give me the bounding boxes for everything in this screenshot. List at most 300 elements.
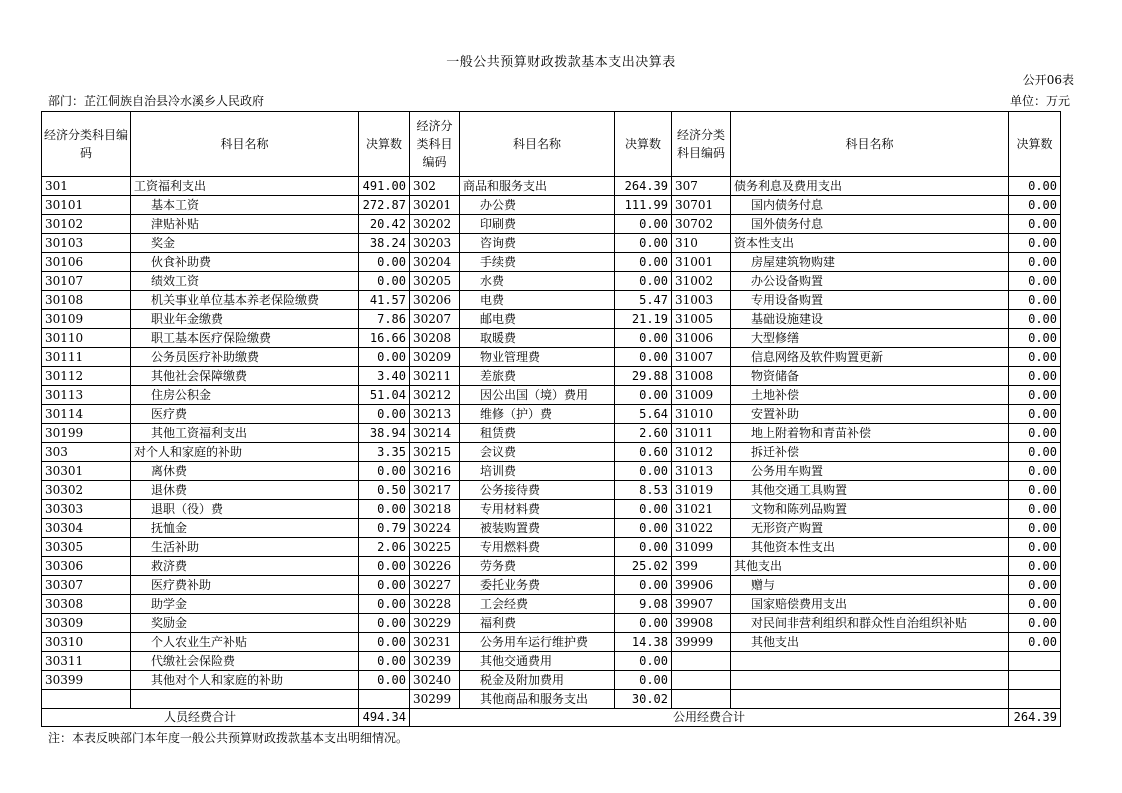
amount-cell: 0.00 [615,576,672,595]
econ-code-cell: 30107 [42,272,131,291]
subject-name-cell: 债务利息及费用支出 [731,177,1009,196]
amount-cell: 0.00 [1009,462,1061,481]
header-subject-name-3: 科目名称 [731,112,1009,177]
table-row [42,329,1061,348]
subject-name-cell: 其他交通费用 [460,652,615,671]
econ-code-cell: 30304 [42,519,131,538]
amount-cell: 0.00 [1009,291,1061,310]
table-row [42,386,1061,405]
econ-code-cell: 30205 [410,272,460,291]
subject-name-cell: 其他对个人和家庭的补助 [131,671,359,690]
header-econ-code-3: 经济分类科目编码 [672,112,731,177]
report-title: 一般公共预算财政拨款基本支出决算表 [446,55,676,70]
econ-code-cell: 39907 [672,595,731,614]
econ-code-cell: 30204 [410,253,460,272]
amount-cell: 0.00 [1009,177,1061,196]
amount-cell: 14.38 [615,633,672,652]
amount-cell: 8.53 [615,481,672,500]
subject-name-cell: 救济费 [131,557,359,576]
subject-name-cell: 专用燃料费 [460,538,615,557]
subject-name-cell: 其他支出 [731,557,1009,576]
amount-cell: 0.00 [359,253,410,272]
subject-name-cell: 公务员医疗补助缴费 [131,348,359,367]
amount-cell [1009,671,1061,690]
amount-cell: 0.60 [615,443,672,462]
amount-cell: 0.00 [1009,405,1061,424]
amount-cell: 0.00 [1009,519,1061,538]
table-row [42,576,1061,595]
amount-cell: 30.02 [615,690,672,709]
amount-cell: 0.00 [1009,633,1061,652]
table-row [42,595,1061,614]
econ-code-cell: 31010 [672,405,731,424]
table-row [42,671,1061,690]
subject-name-cell: 国内债务付息 [731,196,1009,215]
amount-cell: 2.06 [359,538,410,557]
table-row [42,538,1061,557]
amount-cell [359,690,410,709]
amount-cell: 0.00 [615,348,672,367]
econ-code-cell: 39908 [672,614,731,633]
econ-code-cell: 30229 [410,614,460,633]
subject-name-cell: 委托业务费 [460,576,615,595]
subject-name-cell: 退休费 [131,481,359,500]
subject-name-cell: 资本性支出 [731,234,1009,253]
subject-name-cell: 办公设备购置 [731,272,1009,291]
amount-cell: 0.00 [1009,614,1061,633]
table-row [42,633,1061,652]
econ-code-cell: 30239 [410,652,460,671]
subject-name-cell: 办公费 [460,196,615,215]
econ-code-cell: 30301 [42,462,131,481]
amount-cell: 5.47 [615,291,672,310]
table-row [42,462,1061,481]
subject-name-cell: 对民间非营利组织和群众性自治组织补贴 [731,614,1009,633]
table-row [42,614,1061,633]
econ-code-cell: 31009 [672,386,731,405]
econ-code-cell: 31002 [672,272,731,291]
amount-cell: 0.00 [359,348,410,367]
subject-name-cell: 取暖费 [460,329,615,348]
amount-cell: 0.79 [359,519,410,538]
econ-code-cell: 30701 [672,196,731,215]
personnel-total-label: 人员经费合计 [42,709,359,727]
econ-code-cell: 31022 [672,519,731,538]
econ-code-cell: 30207 [410,310,460,329]
table-code: 公开06表 [1022,73,1074,87]
table-row [42,177,1061,196]
unit-label: 单位：万元 [1009,94,1070,108]
econ-code-cell: 30103 [42,234,131,253]
econ-code-cell: 30215 [410,443,460,462]
econ-code-cell: 30218 [410,500,460,519]
subject-name-cell: 水费 [460,272,615,291]
subject-name-cell: 手续费 [460,253,615,272]
econ-code-cell: 30217 [410,481,460,500]
amount-cell: 0.00 [615,234,672,253]
table-row [42,424,1061,443]
amount-cell: 0.00 [359,405,410,424]
econ-code-cell: 30399 [42,671,131,690]
subject-name-cell: 绩效工资 [131,272,359,291]
subject-name-cell: 差旅费 [460,367,615,386]
amount-cell: 0.00 [1009,595,1061,614]
econ-code-cell: 30225 [410,538,460,557]
amount-cell: 0.00 [1009,253,1061,272]
public-total-label: 公用经费合计 [410,709,1009,727]
subject-name-cell: 公务用车购置 [731,462,1009,481]
econ-code-cell [672,652,731,671]
econ-code-cell: 31007 [672,348,731,367]
subject-name-cell: 租赁费 [460,424,615,443]
amount-cell: 41.57 [359,291,410,310]
amount-cell: 0.00 [615,614,672,633]
econ-code-cell: 31012 [672,443,731,462]
econ-code-cell: 30201 [410,196,460,215]
econ-code-cell: 31013 [672,462,731,481]
amount-cell: 0.00 [1009,386,1061,405]
econ-code-cell: 30213 [410,405,460,424]
header-econ-code-2: 经济分类科目编码 [410,112,460,177]
econ-code-cell: 30310 [42,633,131,652]
table-row [42,234,1061,253]
expenditure-table [41,111,1061,727]
subject-name-cell: 医疗费补助 [131,576,359,595]
subject-name-cell: 伙食补助费 [131,253,359,272]
amount-cell: 5.64 [615,405,672,424]
table-body [42,177,1061,709]
econ-code-cell: 30114 [42,405,131,424]
amount-cell: 491.00 [359,177,410,196]
econ-code-cell: 31005 [672,310,731,329]
amount-cell: 0.00 [1009,443,1061,462]
econ-code-cell: 30227 [410,576,460,595]
amount-cell: 0.50 [359,481,410,500]
amount-cell: 0.00 [359,652,410,671]
amount-cell: 16.66 [359,329,410,348]
econ-code-cell: 30211 [410,367,460,386]
subject-name-cell: 基础设施建设 [731,310,1009,329]
econ-code-cell: 30203 [410,234,460,253]
amount-cell: 51.04 [359,386,410,405]
subject-name-cell: 电费 [460,291,615,310]
personnel-total-amount: 494.34 [359,709,410,727]
header-amount-2: 决算数 [615,112,672,177]
econ-code-cell [672,690,731,709]
subject-name-cell: 个人农业生产补贴 [131,633,359,652]
amount-cell: 272.87 [359,196,410,215]
amount-cell: 0.00 [615,272,672,291]
subject-name-cell: 税金及附加费用 [460,671,615,690]
subject-name-cell: 津贴补贴 [131,215,359,234]
amount-cell: 9.08 [615,595,672,614]
amount-cell: 0.00 [615,500,672,519]
econ-code-cell: 30228 [410,595,460,614]
subject-name-cell: 其他社会保障缴费 [131,367,359,386]
table-row [42,690,1061,709]
subject-name-cell: 赠与 [731,576,1009,595]
econ-code-cell: 30303 [42,500,131,519]
subject-name-cell: 文物和陈列品购置 [731,500,1009,519]
amount-cell: 0.00 [615,671,672,690]
subject-name-cell [731,671,1009,690]
econ-code-cell: 30112 [42,367,131,386]
econ-code-cell: 30302 [42,481,131,500]
amount-cell: 0.00 [1009,272,1061,291]
header-econ-code-1: 经济分类科目编码 [42,112,131,177]
amount-cell: 0.00 [359,500,410,519]
amount-cell: 0.00 [359,595,410,614]
subject-name-cell: 公务用车运行维护费 [460,633,615,652]
subject-name-cell: 机关事业单位基本养老保险缴费 [131,291,359,310]
amount-cell: 0.00 [1009,329,1061,348]
econ-code-cell: 302 [410,177,460,196]
table-row [42,272,1061,291]
econ-code-cell: 30209 [410,348,460,367]
subject-name-cell: 生活补助 [131,538,359,557]
subject-name-cell: 国外债务付息 [731,215,1009,234]
table-row [42,652,1061,671]
subject-name-cell: 无形资产购置 [731,519,1009,538]
subject-name-cell: 物业管理费 [460,348,615,367]
econ-code-cell: 30311 [42,652,131,671]
econ-code-cell: 30226 [410,557,460,576]
subject-name-cell: 其他商品和服务支出 [460,690,615,709]
table-row [42,481,1061,500]
amount-cell: 0.00 [615,462,672,481]
amount-cell: 0.00 [359,462,410,481]
amount-cell: 0.00 [615,329,672,348]
table-row [42,291,1061,310]
amount-cell: 0.00 [1009,348,1061,367]
econ-code-cell: 30199 [42,424,131,443]
subject-name-cell [131,690,359,709]
amount-cell: 0.00 [359,272,410,291]
department-label: 部门：芷江侗族自治县冷水溪乡人民政府 [48,94,265,108]
amount-cell: 264.39 [615,177,672,196]
subject-name-cell: 代缴社会保险费 [131,652,359,671]
econ-code-cell: 30206 [410,291,460,310]
amount-cell: 3.40 [359,367,410,386]
amount-cell: 0.00 [1009,196,1061,215]
econ-code-cell: 30108 [42,291,131,310]
subject-name-cell: 维修（护）费 [460,405,615,424]
header-subject-name-2: 科目名称 [460,112,615,177]
header-subject-name-1: 科目名称 [131,112,359,177]
subject-name-cell: 职工基本医疗保险缴费 [131,329,359,348]
subject-name-cell: 工会经费 [460,595,615,614]
econ-code-cell: 31011 [672,424,731,443]
amount-cell: 0.00 [1009,538,1061,557]
amount-cell: 0.00 [1009,234,1061,253]
amount-cell: 20.42 [359,215,410,234]
amount-cell: 0.00 [359,614,410,633]
amount-cell: 0.00 [1009,215,1061,234]
amount-cell: 0.00 [615,253,672,272]
econ-code-cell: 30109 [42,310,131,329]
econ-code-cell [42,690,131,709]
subject-name-cell: 房屋建筑物购建 [731,253,1009,272]
amount-cell: 0.00 [615,215,672,234]
econ-code-cell: 30110 [42,329,131,348]
subject-name-cell: 抚恤金 [131,519,359,538]
subject-name-cell: 住房公积金 [131,386,359,405]
subject-name-cell: 信息网络及软件购置更新 [731,348,1009,367]
amount-cell: 0.00 [615,652,672,671]
subject-name-cell: 咨询费 [460,234,615,253]
amount-cell: 7.86 [359,310,410,329]
table-row [42,500,1061,519]
table-row [42,443,1061,462]
subject-name-cell: 奖金 [131,234,359,253]
table-row [42,519,1061,538]
subject-name-cell: 其他支出 [731,633,1009,652]
amount-cell: 0.00 [1009,500,1061,519]
subject-name-cell: 被装购置费 [460,519,615,538]
econ-code-cell: 30216 [410,462,460,481]
econ-code-cell: 30702 [672,215,731,234]
econ-code-cell: 303 [42,443,131,462]
econ-code-cell: 30214 [410,424,460,443]
amount-cell: 0.00 [359,576,410,595]
amount-cell: 29.88 [615,367,672,386]
subject-name-cell: 福利费 [460,614,615,633]
econ-code-cell: 31008 [672,367,731,386]
header-amount-1: 决算数 [359,112,410,177]
subject-name-cell: 离休费 [131,462,359,481]
econ-code-cell: 39999 [672,633,731,652]
amount-cell: 3.35 [359,443,410,462]
econ-code-cell: 30113 [42,386,131,405]
amount-cell: 0.00 [359,671,410,690]
amount-cell: 0.00 [359,633,410,652]
econ-code-cell: 30102 [42,215,131,234]
econ-code-cell: 30208 [410,329,460,348]
amount-cell [1009,652,1061,671]
table-row [42,215,1061,234]
amount-cell: 0.00 [615,519,672,538]
amount-cell: 2.60 [615,424,672,443]
header-amount-3: 决算数 [1009,112,1061,177]
econ-code-cell: 31001 [672,253,731,272]
amount-cell: 0.00 [615,386,672,405]
subject-name-cell: 奖励金 [131,614,359,633]
subject-name-cell: 职业年金缴费 [131,310,359,329]
subject-name-cell: 基本工资 [131,196,359,215]
amount-cell: 0.00 [1009,367,1061,386]
table-row [42,196,1061,215]
amount-cell: 0.00 [1009,576,1061,595]
econ-code-cell: 399 [672,557,731,576]
subject-name-cell [731,690,1009,709]
table-row [42,253,1061,272]
table-row [42,405,1061,424]
subject-name-cell: 退职（役）费 [131,500,359,519]
subject-name-cell: 邮电费 [460,310,615,329]
subject-name-cell: 印刷费 [460,215,615,234]
econ-code-cell: 30299 [410,690,460,709]
amount-cell: 0.00 [1009,481,1061,500]
subject-name-cell: 培训费 [460,462,615,481]
econ-code-cell: 30224 [410,519,460,538]
amount-cell: 0.00 [1009,310,1061,329]
subject-name-cell: 其他交通工具购置 [731,481,1009,500]
subject-name-cell: 物资储备 [731,367,1009,386]
amount-cell: 25.02 [615,557,672,576]
subject-name-cell: 因公出国（境）费用 [460,386,615,405]
econ-code-cell: 301 [42,177,131,196]
subject-name-cell: 对个人和家庭的补助 [131,443,359,462]
totals-row [42,709,1061,727]
econ-code-cell: 30106 [42,253,131,272]
amount-cell: 111.99 [615,196,672,215]
table-row [42,557,1061,576]
econ-code-cell: 30308 [42,595,131,614]
table-row [42,348,1061,367]
econ-code-cell: 30307 [42,576,131,595]
econ-code-cell: 30305 [42,538,131,557]
subject-name-cell [731,652,1009,671]
econ-code-cell: 30111 [42,348,131,367]
econ-code-cell: 30231 [410,633,460,652]
econ-code-cell: 30212 [410,386,460,405]
econ-code-cell: 307 [672,177,731,196]
subject-name-cell: 其他资本性支出 [731,538,1009,557]
subject-name-cell: 专用设备购置 [731,291,1009,310]
subject-name-cell: 安置补助 [731,405,1009,424]
subject-name-cell: 其他工资福利支出 [131,424,359,443]
econ-code-cell: 31003 [672,291,731,310]
subject-name-cell: 地上附着物和青苗补偿 [731,424,1009,443]
amount-cell: 38.24 [359,234,410,253]
table-row [42,367,1061,386]
table-header-row [42,112,1061,177]
econ-code-cell: 30202 [410,215,460,234]
amount-cell [1009,690,1061,709]
amount-cell: 0.00 [1009,424,1061,443]
footnote: 注：本表反映部门本年度一般公共预算财政拨款基本支出明细情况。 [48,731,409,745]
table-row [42,310,1061,329]
subject-name-cell: 劳务费 [460,557,615,576]
public-total-amount: 264.39 [1009,709,1061,727]
amount-cell: 0.00 [1009,557,1061,576]
subject-name-cell: 大型修缮 [731,329,1009,348]
econ-code-cell: 30309 [42,614,131,633]
econ-code-cell: 39906 [672,576,731,595]
econ-code-cell: 30306 [42,557,131,576]
subject-name-cell: 拆迁补偿 [731,443,1009,462]
econ-code-cell: 31099 [672,538,731,557]
subject-name-cell: 专用材料费 [460,500,615,519]
amount-cell: 0.00 [615,538,672,557]
subject-name-cell: 商品和服务支出 [460,177,615,196]
subject-name-cell: 医疗费 [131,405,359,424]
econ-code-cell: 31021 [672,500,731,519]
econ-code-cell: 30101 [42,196,131,215]
econ-code-cell: 31019 [672,481,731,500]
econ-code-cell: 310 [672,234,731,253]
econ-code-cell: 31006 [672,329,731,348]
amount-cell: 38.94 [359,424,410,443]
amount-cell: 0.00 [359,557,410,576]
econ-code-cell [672,671,731,690]
subject-name-cell: 土地补偿 [731,386,1009,405]
subject-name-cell: 会议费 [460,443,615,462]
subject-name-cell: 助学金 [131,595,359,614]
econ-code-cell: 30240 [410,671,460,690]
amount-cell: 21.19 [615,310,672,329]
subject-name-cell: 工资福利支出 [131,177,359,196]
